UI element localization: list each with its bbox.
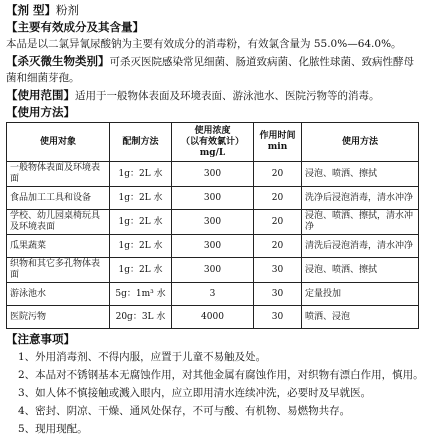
- note-item: 1、外用消毒剂、不得内服，应置于儿童不易触及处。: [18, 351, 267, 363]
- method-heading: 【使用方法】: [6, 105, 75, 119]
- cell-usage: 定量投加: [302, 283, 419, 306]
- table-row: [7, 187, 419, 210]
- col-header-object: 使用对象: [7, 123, 110, 162]
- cell-concentration: 3: [172, 283, 254, 306]
- cell-object: 食品加工工具和设备: [7, 187, 110, 210]
- cell-object: 学校、幼儿园桌椅玩具及环境表面: [7, 210, 110, 235]
- cell-object: 瓜果蔬菜: [7, 235, 110, 258]
- cell-concentration: 300: [172, 162, 254, 187]
- note-item: 3、如人体不慎接触或溅入眼内，应立即用清水连续冲洗，必要时及早就医。: [18, 387, 372, 399]
- cell-time: 20: [254, 210, 302, 235]
- cell-prep: 1g：2L 水: [110, 235, 172, 258]
- note-item: 4、密封、阴凉、干燥、通风处保存，不可与酸、有机物、易燃物共存。: [18, 405, 351, 417]
- cell-concentration: 300: [172, 235, 254, 258]
- microbes-line-2: 菌和细菌芽孢。: [6, 72, 80, 84]
- scope-line: [6, 87, 423, 105]
- microbes-line-1: [6, 53, 423, 71]
- table-row: [7, 283, 419, 306]
- time-header-line-2: min: [267, 142, 288, 152]
- cell-time: 20: [254, 235, 302, 258]
- note-item: 2、本品对不锈钢基本无腐蚀作用，对其他金属有腐蚀作用，对织物有漂白作用，慎用。: [18, 369, 424, 381]
- cell-prep: 20g：3L 水: [110, 306, 172, 329]
- microbes-text-1: 可杀灭医院感染常见细菌、肠道致病菌、化脓性球菌、致病性酵母: [109, 55, 414, 68]
- cell-time: 20: [254, 187, 302, 210]
- cell-concentration: 4000: [172, 306, 254, 329]
- col-header-concentration: [172, 123, 254, 162]
- cell-prep: 1g：2L 水: [110, 162, 172, 187]
- dosage-form-label: 【剂 型】: [6, 3, 57, 17]
- conc-header-line-2: （以有效氯计）: [180, 136, 244, 147]
- ingredients-heading: 【主要有效成分及其含量】: [6, 20, 144, 34]
- col-header-usage: 使用方法: [302, 123, 419, 162]
- scope-text: 适用于一般物体表面及环境表面、游泳池水、医院污物等的消毒。: [75, 89, 380, 102]
- ingredients-text: 本品是以二氯异氰尿酸钠为主要有效成分的消毒粉，有效氯含量为 55.0%—64.0%。: [6, 38, 402, 50]
- cell-usage: 浸泡、喷洒、擦拭，清水冲净: [302, 210, 419, 235]
- table-row: [7, 235, 419, 258]
- cell-time: 20: [254, 162, 302, 187]
- cell-prep: 1g：2L 水: [110, 210, 172, 235]
- notes-heading: 【注意事项】: [6, 332, 75, 346]
- cell-prep: 1g：2L 水: [110, 258, 172, 283]
- table-row: [7, 210, 419, 235]
- microbes-label: 【杀灭微生物类别】: [6, 53, 110, 68]
- cell-usage: 喷洒、浸泡: [302, 306, 419, 329]
- cell-time: 30: [254, 283, 302, 306]
- cell-usage: 清洗后浸泡消毒，清水冲净: [302, 235, 419, 258]
- cell-prep: 5g：1m³ 水: [110, 283, 172, 306]
- cell-time: 30: [254, 306, 302, 329]
- cell-time: 30: [254, 258, 302, 283]
- col-header-time: [254, 123, 302, 162]
- cell-object: 织物和其它多孔物体表面: [7, 258, 110, 283]
- cell-concentration: 300: [172, 258, 254, 283]
- cell-object: 一般物体表面及环境表面: [7, 162, 110, 187]
- cell-prep: 1g：2L 水: [110, 187, 172, 210]
- cell-object: 医院污物: [7, 306, 110, 329]
- cell-object: 游泳池水: [7, 283, 110, 306]
- conc-header-line-1: 使用浓度: [194, 125, 231, 136]
- table-row: [7, 258, 419, 283]
- cell-usage: 洗净后浸泡消毒，清水冲净: [302, 187, 419, 210]
- cell-usage: 浸泡、喷洒、擦拭: [302, 162, 419, 187]
- note-item: 5、现用现配。: [18, 423, 88, 435]
- notes-list: [6, 348, 423, 438]
- conc-header-line-3: mg/L: [199, 147, 226, 158]
- usage-table: [6, 122, 419, 329]
- dosage-form-line: [6, 2, 423, 19]
- table-row: [7, 162, 419, 187]
- product-manual: [6, 2, 423, 438]
- cell-usage: 浸泡、喷洒、擦拭: [302, 258, 419, 283]
- cell-concentration: 300: [172, 210, 254, 235]
- dosage-form-value: 粉剂: [56, 3, 80, 17]
- cell-concentration: 300: [172, 187, 254, 210]
- scope-label: 【使用范围】: [6, 87, 75, 102]
- table-header-row: [7, 123, 419, 162]
- time-header-line-1: 作用时间: [259, 131, 296, 141]
- col-header-prep: 配制方法: [110, 123, 172, 162]
- table-row: [7, 306, 419, 329]
